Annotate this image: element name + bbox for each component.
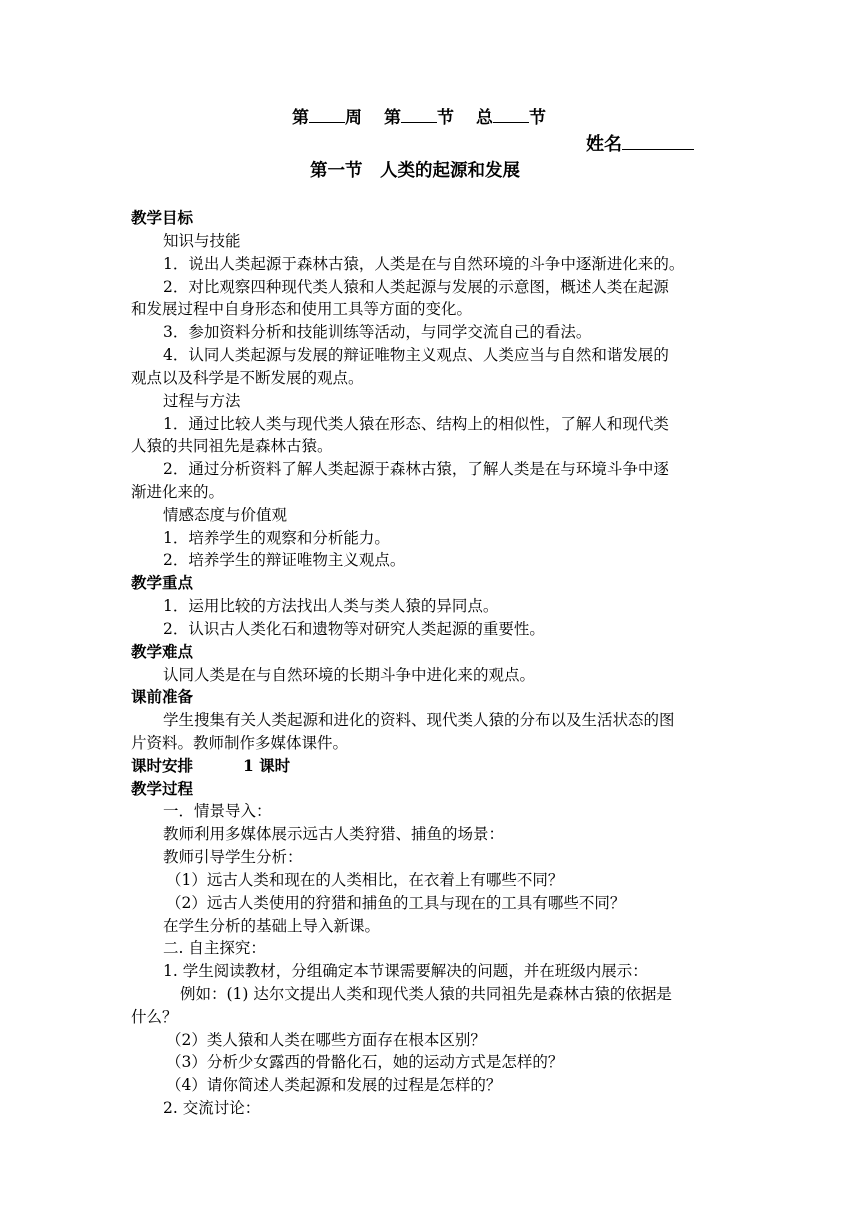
week-blank bbox=[309, 106, 345, 123]
goal-e2: 2．培养学生的辩证唯物主义观点。 bbox=[163, 551, 406, 569]
preparation-heading: 课前准备 bbox=[131, 687, 194, 706]
goals-heading: 教学目标 bbox=[131, 208, 194, 227]
lesson-title: 第一节 人类的起源和发展 bbox=[310, 161, 520, 181]
step-2-question-1-line2: 什么？ bbox=[131, 1008, 178, 1026]
preparation-line2: 片资料。教师制作多媒体课件。 bbox=[131, 734, 349, 752]
step-2-question-3: （3）分析少女露西的骨骼化石，她的运动方式是怎样的？ bbox=[166, 1053, 564, 1071]
step-1-question-2: （2）远古人类使用的狩猎和捕鱼的工具与现在的工具有哪些不同？ bbox=[166, 894, 626, 912]
total-prefix: 总 bbox=[476, 108, 493, 128]
schedule-value: 1 课时 bbox=[243, 756, 291, 775]
key-points-heading: 教学重点 bbox=[131, 573, 194, 592]
step-2-text-a: 1. 学生阅读教材，分组确定本节课需要解决的问题，并在班级内展示： bbox=[163, 962, 648, 980]
key-point-2: 2．认识古人类化石和遗物等对研究人类起源的重要性。 bbox=[163, 620, 545, 638]
goal-p2-line1: 2．通过分析资料了解人类起源于森林古猿，了解人类是在与环境斗争中逐 bbox=[163, 460, 669, 478]
name-blank bbox=[622, 133, 694, 150]
step-1-text-a: 教师利用多媒体展示远古人类狩猎、捕鱼的场景： bbox=[163, 825, 505, 843]
goal-k2-line1: 2．对比观察四种现代类人猿和人类起源与发展的示意图，概述人类在起源 bbox=[163, 278, 669, 296]
goal-k2-line2: 和发展过程中自身形态和使用工具等方面的变化。 bbox=[131, 300, 473, 318]
section-suffix: 节 bbox=[437, 108, 454, 128]
section-prefix: 第 bbox=[384, 108, 401, 128]
total-blank bbox=[493, 106, 529, 123]
step-1-text-b: 教师引导学生分析： bbox=[163, 848, 303, 866]
name-field bbox=[586, 133, 694, 156]
emotion-heading: 情感态度与价值观 bbox=[163, 506, 288, 524]
step-2-heading: 二. 自主探究： bbox=[163, 939, 266, 957]
process-heading: 教学过程 bbox=[131, 779, 194, 798]
key-point-1: 1．运用比较的方法找出人类与类人猿的异同点。 bbox=[163, 597, 499, 615]
difficulty-text: 认同人类是在与自然环境的长期斗争中进化来的观点。 bbox=[163, 666, 536, 684]
step-2-question-2: （2）类人猿和人类在哪些方面存在根本区别？ bbox=[166, 1031, 486, 1049]
week-suffix: 周 bbox=[345, 108, 362, 128]
process-method-heading: 过程与方法 bbox=[163, 392, 241, 410]
goal-k1: 1．说出人类起源于森林古猿，人类是在与自然环境的斗争中逐渐进化来的。 bbox=[163, 255, 685, 273]
goal-p1-line1: 1．通过比较人类与现代类人猿在形态、结构上的相似性，了解人和现代类 bbox=[163, 415, 669, 433]
step-2-text-b: 2. 交流讨论： bbox=[163, 1099, 261, 1117]
week-prefix: 第 bbox=[292, 108, 309, 128]
section-blank bbox=[401, 106, 437, 123]
knowledge-heading: 知识与技能 bbox=[163, 232, 241, 250]
goal-p2-line2: 渐进化来的。 bbox=[131, 483, 225, 501]
goal-k4-line2: 观点以及科学是不断发展的观点。 bbox=[131, 369, 364, 387]
week-header bbox=[292, 106, 546, 129]
preparation-line1: 学生搜集有关人类起源和进化的资料、现代类人猿的分布以及生活状态的图 bbox=[163, 711, 675, 729]
name-label: 姓名 bbox=[586, 134, 622, 155]
goal-p1-line2: 人猿的共同祖先是森林古猿。 bbox=[131, 437, 333, 455]
step-1-question-1: （1）远古人类和现在的人类相比，在衣着上有哪些不同？ bbox=[166, 871, 564, 889]
step-2-question-4: （4）请你简述人类起源和发展的过程是怎样的？ bbox=[166, 1076, 502, 1094]
goal-k3: 3．参加资料分析和技能训练等活动，与同学交流自己的看法。 bbox=[163, 323, 592, 341]
total-suffix: 节 bbox=[529, 108, 546, 128]
schedule-heading: 课时安排 bbox=[131, 756, 194, 775]
goal-k4-line1: 4．认同人类起源与发展的辩证唯物主义观点、人类应当与自然和谐发展的 bbox=[163, 346, 669, 364]
step-1-conclusion: 在学生分析的基础上导入新课。 bbox=[163, 917, 381, 935]
step-2-question-1-line1: 例如：(1) 达尔文提出人类和现代类人猿的共同祖先是森林古猿的依据是 bbox=[180, 985, 672, 1003]
goal-e1: 1．培养学生的观察和分析能力。 bbox=[163, 529, 390, 547]
difficulty-heading: 教学难点 bbox=[131, 642, 194, 661]
step-1-heading: 一．情景导入： bbox=[163, 802, 272, 820]
